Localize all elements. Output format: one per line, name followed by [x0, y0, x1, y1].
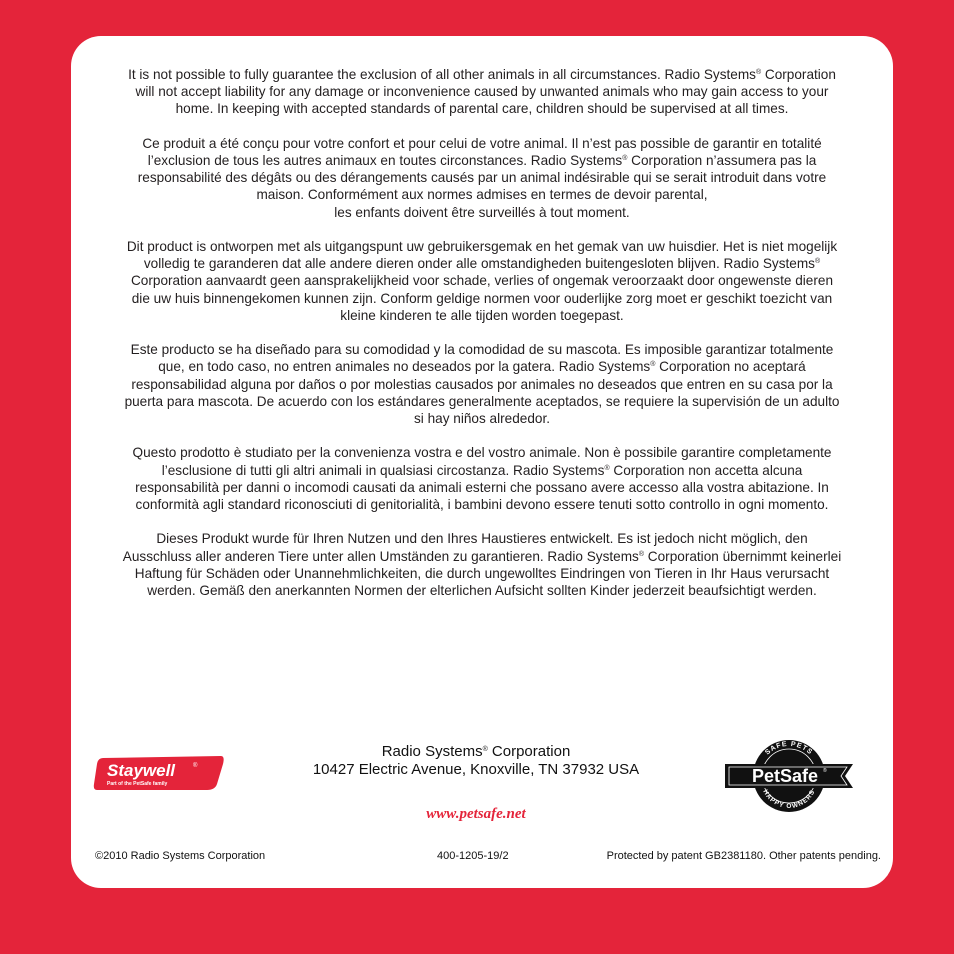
disclaimer-dutch: Dit product is ontworpen met als uitgangspunt uw gebruikersgemak en het gemak van uw huisdier. Het is niet mogelijk volledig te garanderen dat alle andere dieren onder alle omstandigheden buitengesloten blijven. Radio Systems® Corporation aanvaardt geen aansprakelijkheid voor schade, verlies of ongemak veroorzaakt door ongewenste dieren die uw huis binnengekomen kunnen zijn. Conform geldige normen voor ouderlijke zorg moet er geschikt toezicht van kleine kinderen te alle tijden worden toegepast.	[126, 239, 838, 323]
patent-notice: Protected by patent GB2381180. Other patents pending.	[606, 850, 881, 862]
website-link[interactable]: www.petsafe.net	[426, 806, 526, 822]
svg-text:SAFE PETS: SAFE PETS	[764, 740, 814, 757]
disclaimer-english: It is not possible to fully guarantee the exclusion of all other animals in all circumstances. Radio Systems® Corporation will not accept liability for any damage or inconvenience caused by unwanted animals who may gain access to your home. In keeping with accepted standards of parental care, children should be supervised at all times.	[128, 67, 836, 117]
company-name: Radio Systems® Corporation	[381, 743, 571, 760]
disclaimer-italian: Questo prodotto è studiato per la convenienza vostra e del vostro animale. Non è possibile garantire completamente l’esclusione di tutti gli altri animali in qualsiasi circostanza. Radio Systems® Corporation non accetta alcuna responsabilità per danni o incomodi causati da animali esterni che possano avere accesso alla vostra abitazione. In conformità agli standard riconosciuti di genitorialità, i bambini devono essere tenuti sotto controllo in ogni momento.	[132, 445, 832, 513]
svg-text:®: ®	[193, 763, 198, 769]
staywell-logo	[93, 754, 225, 797]
copyright-text: ©2010 Radio Systems Corporation	[95, 850, 266, 862]
svg-text:Part of the PetSafe family: Part of the PetSafe family	[107, 781, 168, 787]
disclaimer-paragraphs	[95, 66, 869, 616]
disclaimer-spanish: Este producto se ha diseñado para su comodidad y la comodidad de su mascota. Es imposible garantizar totalmente que, en todo caso, no entren animales no deseados por la gatera. Radio Systems® Corporation no aceptará responsabilidad alguna por daños o por molestias causados por animales no deseados que entren en su casa por la puerta para mascota. De acuerdo con los estándares generalmente aceptados, se requiere la supervisión de un adulto si hay niños alrededor.	[124, 342, 840, 427]
svg-text:PetSafe: PetSafe	[751, 766, 819, 786]
svg-text:®: ®	[823, 768, 827, 774]
disclaimer-french: Ce produit a été conçu pour votre confort et pour celui de votre animal. Il n’est pas possible de garantir en totalité l’exclusion de tous les autres animaux en toutes circonstances. Radio Systems® Corporation n’assumera pas la responsabilité des dégâts ou des dérangements causés par un animal indésirable qui se serait introduit dans votre maison. Conformément aux normes admises en termes de devoir parental, les enfants doivent être surveillés à tout moment.	[137, 135, 827, 220]
company-address	[251, 743, 701, 779]
petsafe-logo	[723, 736, 855, 821]
disclaimer-german: Dieses Produkt wurde für Ihren Nutzen und den Ihres Haustieres entwickelt. Es ist jedoch nicht möglich, den Ausschluss aller anderen Tiere unter allen Umständen zu garantieren. Radio Systems® Corporation übernimmt keinerlei Haftung für Schäden oder Unannehmlichkeiten, die durch ungewolltes Eindringen von Tieren in Ihr Haus verursacht werden. Gemäß den anerkannten Normen der elterlichen Aufsicht sollten Kinder jederzeit beaufsichtigt werden.	[122, 531, 842, 599]
svg-text:HAPPY OWNERS: HAPPY OWNERS	[761, 788, 817, 811]
street-address: 10427 Electric Avenue, Knoxville, TN 37932 USA	[312, 761, 640, 778]
content-panel	[71, 36, 893, 888]
svg-text:Staywell: Staywell	[107, 761, 176, 780]
document-code: 400-1205-19/2	[437, 850, 509, 862]
